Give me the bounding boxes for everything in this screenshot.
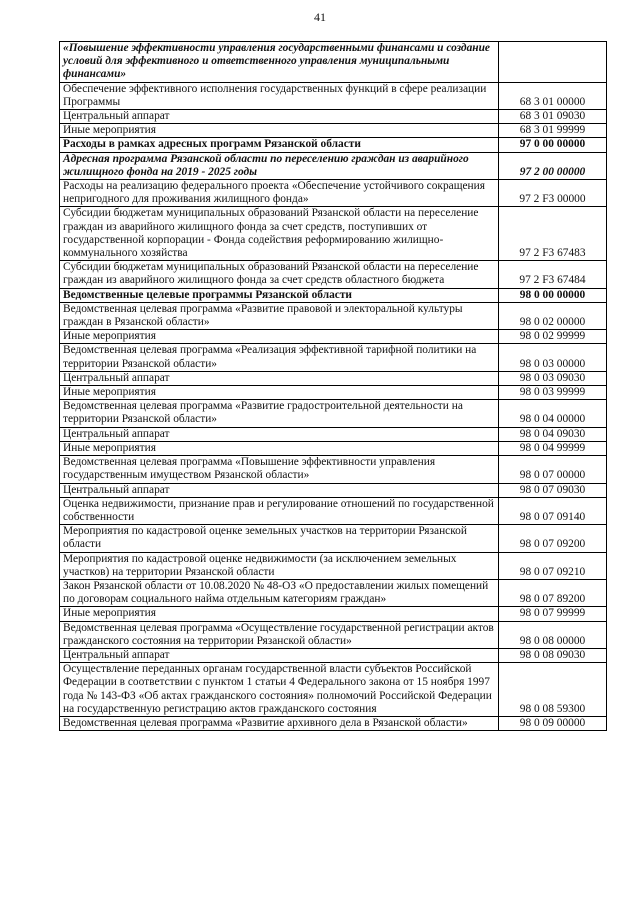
row-code: 68 3 01 09030 — [499, 110, 607, 124]
row-title: Субсидии бюджетам муниципальных образований Рязанской области на переселение граждан из аварийного жилищного фонда за счет средств областного бюджета — [60, 261, 499, 288]
table-row — [60, 152, 607, 179]
row-code: 98 0 07 09210 — [499, 552, 607, 579]
row-title: Ведомственная целевая программа «Осуществление государственной регистрации актов гражданского состояния на территории Рязанской области» — [60, 621, 499, 648]
row-code: 98 0 07 99999 — [499, 607, 607, 621]
row-title: Центральный аппарат — [60, 483, 499, 497]
table-row — [60, 330, 607, 344]
table-row — [60, 497, 607, 524]
row-title: Мероприятия по кадастровой оценке земельных участков на территории Рязанской области — [60, 525, 499, 552]
table-row — [60, 302, 607, 329]
table-row — [60, 716, 607, 730]
row-title: Субсидии бюджетам муниципальных образований Рязанской области на переселение граждан из аварийного жилищного фонда за счет средств, поступивших от государственной корпорации - Фонда содействия реформированию жилищно-коммунального хозяйства — [60, 207, 499, 261]
row-title: Закон Рязанской области от 10.08.2020 № 48-ОЗ «О предоставлении жилых помещений по договорам социального найма отдельным категориям граждан» — [60, 579, 499, 606]
row-code: 68 3 01 00000 — [499, 82, 607, 109]
table-row — [60, 371, 607, 385]
row-title: Центральный аппарат — [60, 648, 499, 662]
row-title: Иные мероприятия — [60, 330, 499, 344]
table-row — [60, 621, 607, 648]
row-code: 98 0 08 59300 — [499, 663, 607, 717]
row-code: 98 0 07 09140 — [499, 497, 607, 524]
row-title: Ведомственная целевая программа «Развитие правовой и электоральной культуры граждан в Рязанской области» — [60, 302, 499, 329]
table-row — [60, 400, 607, 427]
row-code: 98 0 02 00000 — [499, 302, 607, 329]
table-row — [60, 663, 607, 717]
row-title: Иные мероприятия — [60, 386, 499, 400]
row-code: 97 0 00 00000 — [499, 138, 607, 152]
row-title: Оценка недвижимости, признание прав и регулирование отношений по государственной собственности — [60, 497, 499, 524]
row-title: Ведомственная целевая программа «Развитие градостроительной деятельности на территории Рязанской области» — [60, 400, 499, 427]
table-row — [60, 261, 607, 288]
row-title: Иные мероприятия — [60, 607, 499, 621]
row-title: Ведомственные целевые программы Рязанской области — [60, 288, 499, 302]
table-row — [60, 344, 607, 371]
row-code: 97 2 00 00000 — [499, 152, 607, 179]
row-code: 98 0 08 00000 — [499, 621, 607, 648]
row-code: 98 0 07 09200 — [499, 525, 607, 552]
row-title: Ведомственная целевая программа «Повышение эффективности управления государственным имуществом Рязанской области» — [60, 456, 499, 483]
row-code: 98 0 04 00000 — [499, 400, 607, 427]
row-title: Центральный аппарат — [60, 110, 499, 124]
row-code: 98 0 07 89200 — [499, 579, 607, 606]
row-title: Адресная программа Рязанской области по переселению граждан из аварийного жилищного фонда на 2019 - 2025 годы — [60, 152, 499, 179]
row-code: 98 0 09 00000 — [499, 716, 607, 730]
row-code: 98 0 02 99999 — [499, 330, 607, 344]
row-title: Обеспечение эффективного исполнения государственных функций в сфере реализации Программы — [60, 82, 499, 109]
table-body — [60, 42, 607, 731]
row-title: Осуществление переданных органам государственной власти субъектов Российской Федерации в соответствии с пунктом 1 статьи 4 Федерального закона от 15 ноября 1997 года № 143-ФЗ «Об актах гражданского состояния» полномочий Российской Федерации на государственную регистрацию актов гражданского состояния — [60, 663, 499, 717]
row-title: Иные мероприятия — [60, 124, 499, 138]
row-code: 97 2 F3 00000 — [499, 180, 607, 207]
row-title: Ведомственная целевая программа «Реализация эффективной тарифной политики на территории Рязанской области» — [60, 344, 499, 371]
row-code: 97 2 F3 67484 — [499, 261, 607, 288]
row-code: 68 3 01 99999 — [499, 124, 607, 138]
row-title: «Повышение эффективности управления государственными финансами и создание условий для эффективного и ответственного управления муниципальными финансами» — [60, 42, 499, 83]
row-code: 98 0 03 99999 — [499, 386, 607, 400]
table-row — [60, 483, 607, 497]
table-row — [60, 552, 607, 579]
row-code — [499, 42, 607, 83]
table-row — [60, 138, 607, 152]
table-row — [60, 525, 607, 552]
row-title: Мероприятия по кадастровой оценке недвижимости (за исключением земельных участков) на территории Рязанской области — [60, 552, 499, 579]
row-title: Центральный аппарат — [60, 371, 499, 385]
row-code: 98 0 04 99999 — [499, 441, 607, 455]
table-row — [60, 82, 607, 109]
page-number: 41 — [314, 10, 326, 24]
table-row — [60, 124, 607, 138]
table-row — [60, 579, 607, 606]
row-title: Иные мероприятия — [60, 441, 499, 455]
table-row — [60, 110, 607, 124]
table-row — [60, 180, 607, 207]
row-code: 98 0 07 09030 — [499, 483, 607, 497]
row-title: Ведомственная целевая программа «Развитие архивного дела в Рязанской области» — [60, 716, 499, 730]
table-row — [60, 441, 607, 455]
row-title: Центральный аппарат — [60, 427, 499, 441]
table-row — [60, 456, 607, 483]
table-row — [60, 288, 607, 302]
table-row — [60, 386, 607, 400]
row-code: 98 0 00 00000 — [499, 288, 607, 302]
row-code: 98 0 03 09030 — [499, 371, 607, 385]
row-code: 98 0 07 00000 — [499, 456, 607, 483]
table-row — [60, 42, 607, 83]
row-code: 98 0 03 00000 — [499, 344, 607, 371]
table-row — [60, 607, 607, 621]
row-code: 97 2 F3 67483 — [499, 207, 607, 261]
table-row — [60, 427, 607, 441]
table-row — [60, 207, 607, 261]
row-title: Расходы в рамках адресных программ Рязанской области — [60, 138, 499, 152]
row-title: Расходы на реализацию федерального проекта «Обеспечение устойчивого сокращения непригодного для проживания жилищного фонда» — [60, 180, 499, 207]
row-code: 98 0 04 09030 — [499, 427, 607, 441]
table-row — [60, 648, 607, 662]
row-code: 98 0 08 09030 — [499, 648, 607, 662]
budget-classification-table — [59, 41, 607, 731]
